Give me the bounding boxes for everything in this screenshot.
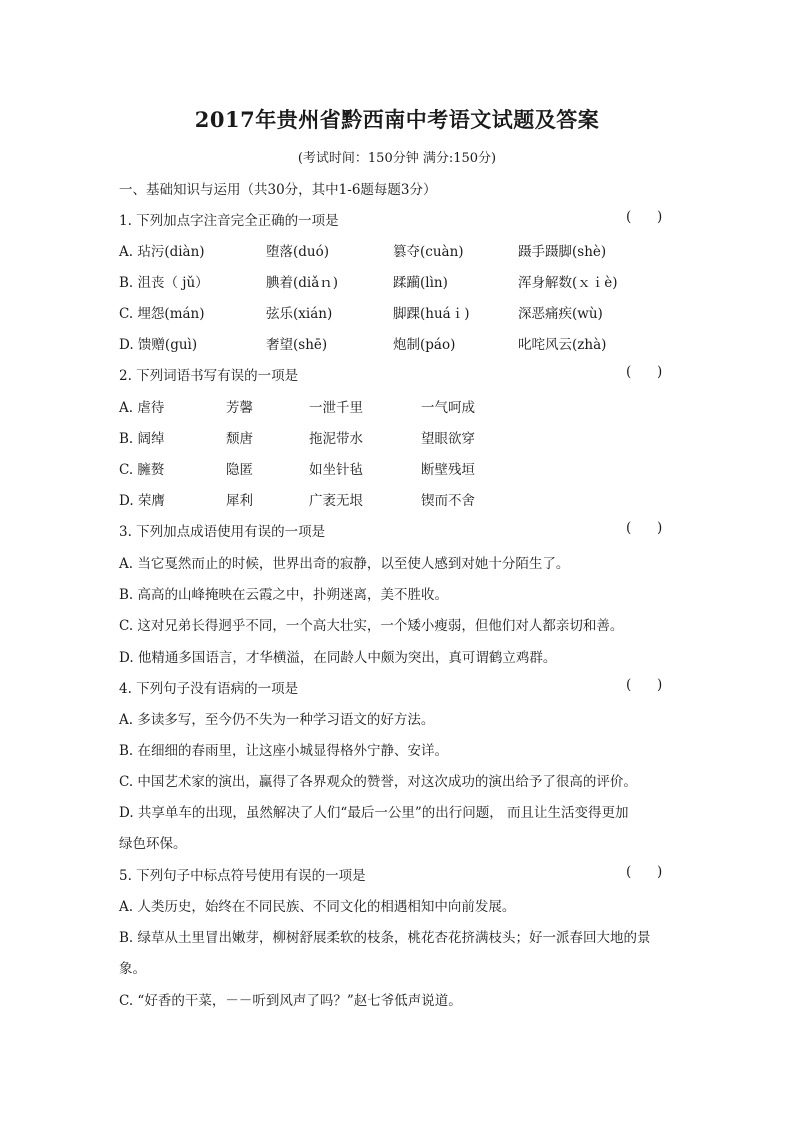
q1-option-b-2: 腆着(diǎｎ) bbox=[266, 275, 339, 291]
q1-option-d-4: 叱咤风云(zhà) bbox=[518, 337, 607, 353]
q1-option-d-3: 炮制(páo) bbox=[393, 337, 456, 353]
q1-option-d-1: D. 馈赠(guì) bbox=[119, 337, 198, 353]
q2-option-b-1: B. 阔绰 bbox=[119, 431, 165, 447]
question-4-stem: 4. 下列句子没有语病的一项是 bbox=[119, 681, 299, 697]
section-heading: 一、基础知识与运用（共30分，其中1-6题每题3分） bbox=[119, 182, 437, 198]
q2-option-d-1: D. 荣膺 bbox=[119, 493, 165, 509]
q1-option-b-1: B. 沮丧（ jǔ） bbox=[119, 275, 209, 291]
q1-option-d-2: 奢望(shē) bbox=[266, 337, 328, 353]
q4-option-d-cont: 绿色环保。 bbox=[119, 836, 187, 852]
question-5-stem: 5. 下列句子中标点符号使用有误的一项是 bbox=[119, 868, 366, 884]
q3-option-c: C. 这对兄弟长得迥乎不同，一个高大壮实，一个矮小瘦弱，但他们对人都亲切和善。 bbox=[119, 618, 624, 634]
q4-option-b: B. 在细细的春雨里，让这座小城显得格外宁静、安详。 bbox=[119, 743, 449, 759]
q2-option-a-3: 一泄千里 bbox=[309, 400, 363, 416]
q1-option-a-2: 堕落(duó) bbox=[266, 244, 329, 260]
q2-option-c-1: C. 臃赘 bbox=[119, 462, 165, 478]
q5-option-c: C. “好香的干菜，－－听到风声了吗？”赵七爷低声说道。 bbox=[119, 993, 462, 1009]
q1-option-c-2: 弦乐(xián) bbox=[266, 306, 333, 322]
q2-option-d-2: 犀利 bbox=[226, 493, 253, 509]
answer-blank: ( ) bbox=[626, 520, 663, 536]
q2-option-a-2: 芳馨 bbox=[226, 400, 253, 416]
q2-option-c-2: 隐匿 bbox=[226, 462, 253, 478]
q5-option-b-cont: 象。 bbox=[119, 961, 146, 977]
q2-option-d-4: 锲而不舍 bbox=[421, 493, 475, 509]
question-3-stem: 3. 下列加点成语使用有误的一项是 bbox=[119, 524, 326, 540]
q1-option-b-3: 蹂躏(lìn) bbox=[393, 275, 448, 291]
q2-option-a-4: 一气呵成 bbox=[421, 400, 475, 416]
q2-option-a-1: A. 虐待 bbox=[119, 400, 165, 416]
q3-option-b: B. 高高的山峰掩映在云霞之中，扑朔迷离，美不胜收。 bbox=[119, 587, 449, 603]
q1-option-c-4: 深恶痛疾(wù) bbox=[518, 306, 603, 322]
answer-blank: ( ) bbox=[626, 864, 663, 880]
question-1-stem: 1. 下列加点字注音完全正确的一项是 bbox=[119, 213, 339, 229]
q4-option-c: C. 中国艺术家的演出，赢得了各界观众的赞誉，对这次成功的演出给予了很高的评价。 bbox=[119, 774, 637, 790]
page-title: 2017年贵州省黔西南中考语文试题及答案 bbox=[194, 107, 600, 132]
answer-blank: ( ) bbox=[626, 209, 663, 225]
q2-option-b-2: 颓唐 bbox=[226, 431, 253, 447]
exam-info: (考试时间：150分钟 满分:150分) bbox=[297, 151, 497, 166]
answer-blank: ( ) bbox=[626, 677, 663, 693]
q1-option-a-3: 篡夺(cuàn) bbox=[393, 244, 464, 260]
q5-option-a: A. 人类历史，始终在不同民族、不同文化的相遇相知中向前发展。 bbox=[119, 899, 516, 915]
q4-option-a: A. 多读多写，至今仍不失为一种学习语文的好方法。 bbox=[119, 712, 435, 728]
q3-option-d: D. 他精通多国语言，才华横溢，在同龄人中颇为突出，真可谓鹤立鸡群。 bbox=[119, 650, 557, 666]
q2-option-b-3: 拖泥带水 bbox=[309, 431, 363, 447]
question-2-stem: 2. 下列词语书写有误的一项是 bbox=[119, 368, 299, 384]
answer-blank: ( ) bbox=[626, 364, 663, 380]
q5-option-b: B. 绿草从土里冒出嫩芽，柳树舒展柔软的枝条，桃花杏花挤满枝头；好一派春回大地的景 bbox=[119, 930, 651, 946]
q4-option-d: D. 共享单车的出现，虽然解决了人们“最后一公里”的出行问题， 而且让生活变得更加 bbox=[119, 805, 629, 821]
q3-option-a: A. 当它戛然而止的时候，世界出奇的寂静，以至使人感到对她十分陌生了。 bbox=[119, 556, 570, 572]
q2-option-c-3: 如坐针毡 bbox=[309, 462, 363, 478]
q2-option-b-4: 望眼欲穿 bbox=[421, 431, 475, 447]
q1-option-a-4: 蹑手蹑脚(shè) bbox=[518, 244, 607, 260]
q1-option-c-3: 脚踝(huáｉ) bbox=[393, 306, 470, 322]
q2-option-c-4: 断壁残垣 bbox=[421, 462, 475, 478]
q2-option-d-3: 广袤无垠 bbox=[309, 493, 363, 509]
q1-option-b-4: 浑身解数(ｘｉè) bbox=[518, 275, 618, 291]
q1-option-a-1: A. 玷污(diàn) bbox=[119, 244, 205, 260]
q1-option-c-1: C. 埋怨(mán) bbox=[119, 306, 205, 322]
